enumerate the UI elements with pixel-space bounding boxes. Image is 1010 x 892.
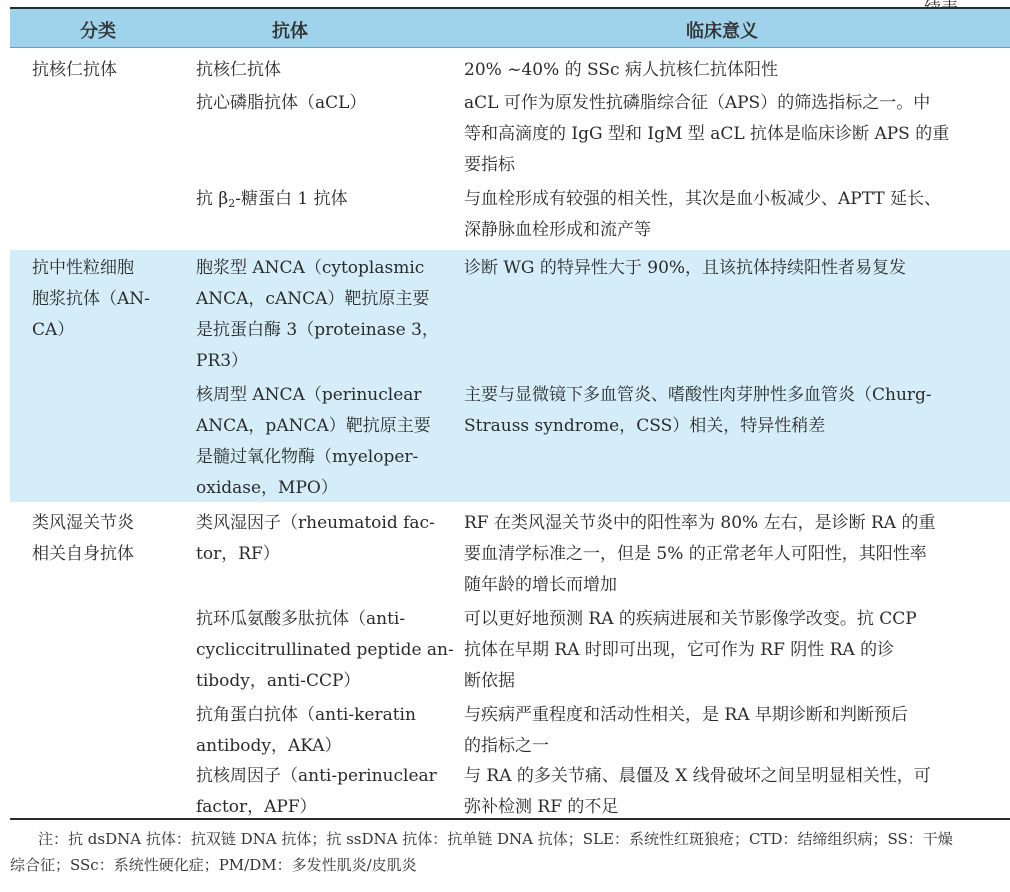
- antibody-line: antibody，AKA）: [196, 736, 342, 756]
- antibody-line: cycliccitrullinated peptide an-: [196, 640, 454, 660]
- antibody-line: factor，APF）: [196, 797, 317, 817]
- significance-line: 弥补检测 RF 的不足: [464, 797, 619, 817]
- header-category: 分类: [80, 21, 116, 42]
- antibody-line: 是髓过氧化物酶（myeloper-: [196, 447, 419, 467]
- footnote-line: 注：抗 dsDNA 抗体：抗双链 DNA 抗体；抗 ssDNA 抗体：抗单链 DNA 抗体；SLE：系统性红斑狼疮；CTD：结缔组织病；SS：干燥: [38, 830, 953, 848]
- table-header: [10, 9, 1010, 48]
- antibody-line: 核周型 ANCA（perinuclear: [196, 385, 422, 405]
- antibody-line: 类风湿因子（rheumatoid fac-: [196, 513, 435, 533]
- significance-line: 要血清学标准之一，但是 5% 的正常老年人可阳性，其阳性率: [464, 544, 927, 564]
- significance-cell: [464, 55, 1009, 86]
- antibody-cell: [196, 604, 454, 697]
- antibody-line: PR3）: [196, 351, 249, 371]
- antibody-line: 抗角蛋白抗体（anti-keratin: [196, 705, 416, 725]
- significance-line: 随年龄的增长而增加: [464, 575, 617, 595]
- category-cell: [32, 508, 182, 570]
- significance-line: 抗体在早期 RA 时即可出现，它可作为 RF 阴性 RA 的诊: [464, 640, 895, 660]
- antibody-line: 抗环瓜氨酸多肽抗体（anti-: [196, 609, 406, 629]
- table-footnote: [10, 826, 1000, 878]
- footnote-line: 综合征；SSc：系统性硬化症；PM/DM：多发性肌炎/皮肌炎: [10, 856, 417, 874]
- antibody-cell: [196, 380, 446, 504]
- significance-cell: [464, 508, 1009, 601]
- antibody-line: 抗心磷脂抗体（aCL）: [196, 93, 367, 113]
- significance-line: 断依据: [464, 671, 515, 691]
- antibody-cell: [196, 253, 446, 377]
- significance-cell: [464, 253, 1009, 284]
- significance-line: 诊断 WG 的特异性大于 90%，且该抗体持续阳性者易复发: [464, 258, 907, 278]
- antibody-cell: [196, 508, 446, 570]
- antibody-cell: [196, 700, 446, 762]
- table-bottom-rule: [10, 818, 1010, 820]
- category-line: 胞浆抗体（AN-: [32, 289, 150, 309]
- significance-line: 等和高滴度的 IgG 型和 IgM 型 aCL 抗体是临床诊断 APS 的重: [464, 124, 950, 144]
- group-ra: [10, 502, 1010, 818]
- significance-cell: [464, 700, 1009, 762]
- significance-cell: [464, 761, 1009, 823]
- significance-cell: [464, 184, 1009, 246]
- significance-line: 20% ~40% 的 SSc 病人抗核仁抗体阳性: [464, 60, 778, 80]
- antibody-line: 抗 $\beta_2-$糖蛋白 1 抗体: [196, 189, 348, 210]
- antibody-line: 是抗蛋白酶 3（proteinase 3，: [196, 320, 439, 340]
- antibody-line: tor，RF）: [196, 544, 280, 564]
- antibody-line: ANCA，cANCA）靶抗原主要: [196, 289, 430, 309]
- antibody-cell: [196, 184, 446, 215]
- significance-line: aCL 可作为原发性抗磷脂综合征（APS）的筛选指标之一。中: [464, 93, 931, 113]
- antibody-line: tibody，anti-CCP）: [196, 671, 361, 691]
- antibody-line: 胞浆型 ANCA（cytoplasmic: [196, 258, 425, 278]
- significance-cell: [464, 88, 1009, 181]
- antibody-cell: [196, 55, 446, 86]
- category-cell: [32, 253, 182, 346]
- significance-line: 与疾病严重程度和活动性相关，是 RA 早期诊断和判断预后: [464, 705, 908, 725]
- antibody-cell: [196, 761, 446, 823]
- significance-line: 的指标之一: [464, 736, 549, 756]
- significance-line: 可以更好地预测 RA 的疾病进展和关节影像学改变。抗 CCP: [464, 609, 917, 629]
- antibody-line: 抗核仁抗体: [196, 60, 281, 80]
- significance-line: 与血栓形成有较强的相关性，其次是血小板减少、APTT 延长、: [464, 189, 942, 209]
- category-line: 抗中性粒细胞: [32, 258, 134, 278]
- significance-line: RF 在类风湿关节炎中的阳性率为 80% 左右，是诊断 RA 的重: [464, 513, 936, 533]
- category-line: CA）: [32, 320, 75, 340]
- antibody-cell: [196, 88, 446, 119]
- antibody-line: oxidase，MPO）: [196, 478, 338, 498]
- significance-line: 深静脉血栓形成和流产等: [464, 220, 651, 240]
- category-cell: [32, 55, 182, 86]
- group-anca: [10, 250, 1010, 502]
- category-line: 类风湿关节炎: [32, 513, 134, 533]
- header-antibody: 抗体: [272, 21, 308, 42]
- header-significance: 临床意义: [686, 21, 758, 42]
- significance-cell: [464, 380, 1009, 442]
- significance-line: 主要与显微镜下多血管炎、嗜酸性肉芽肿性多血管炎（Churg-: [464, 385, 932, 405]
- category-line: 相关自身抗体: [32, 544, 134, 564]
- category-line: 抗核仁抗体: [32, 60, 117, 80]
- group-antinucleolar: [10, 48, 1010, 250]
- significance-line: 要指标: [464, 155, 515, 175]
- significance-line: 与 RA 的多关节痛、晨僵及 X 线骨破坏之间呈明显相关性，可: [464, 766, 931, 786]
- significance-line: Strauss syndrome，CSS）相关，特异性稍差: [464, 416, 826, 436]
- significance-cell: [464, 604, 1009, 697]
- antibody-line: 抗核周因子（anti-perinuclear: [196, 766, 437, 786]
- antibody-line: ANCA，pANCA）靶抗原主要: [196, 416, 431, 436]
